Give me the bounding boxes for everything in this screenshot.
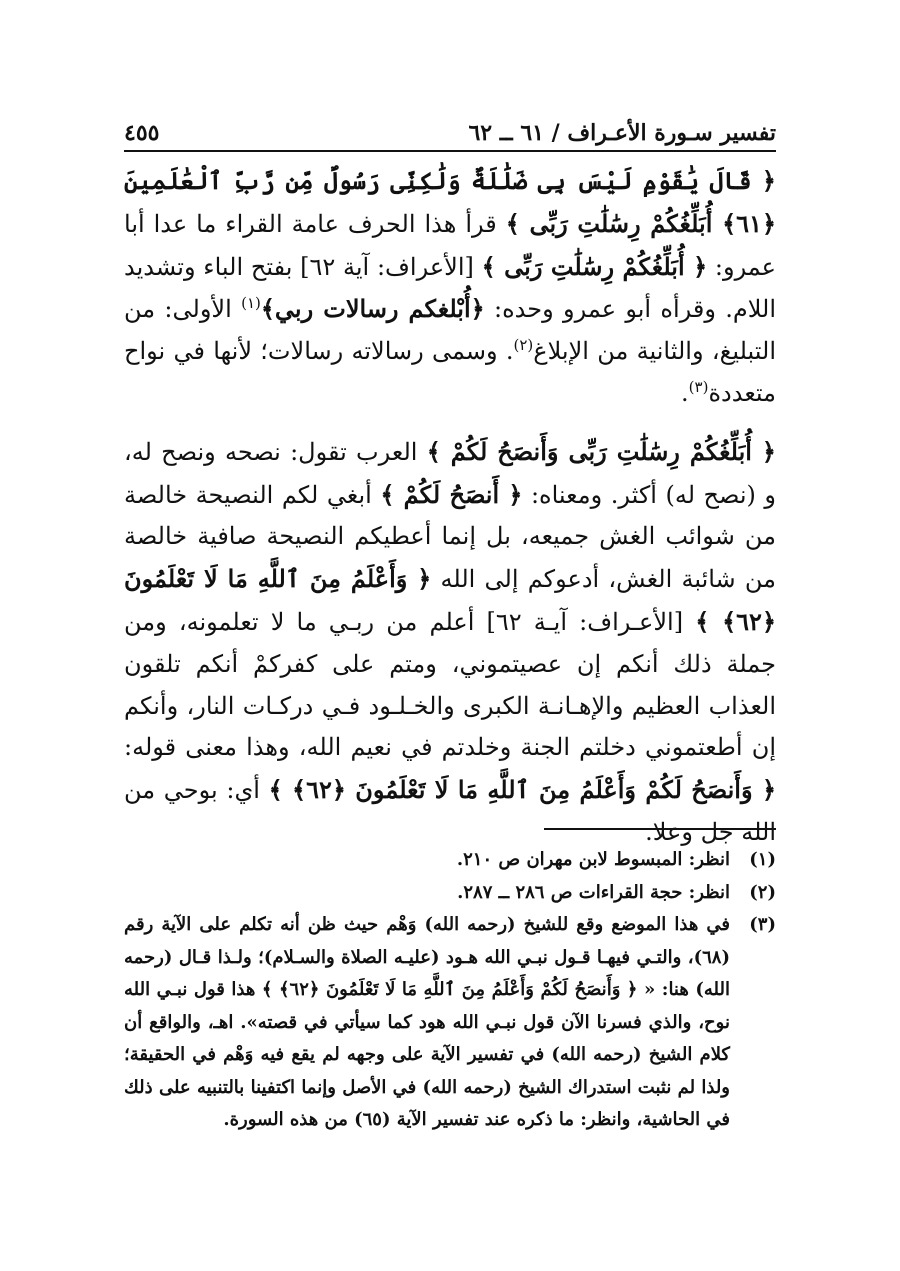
text-run: أبغي لكم النصيحة خالصة من شوائب الغش جميعه، بل إنما أعطيكم النصيحة صافية خالصة من شائبة الغش، أدعوكم إلى الله (124, 480, 776, 594)
quran-verse: ﴿ قَالَ يَٰقَوْمِ لَيْسَ بِى ضَلَٰلَةٌ وَلَٰكِنِّى رَسُولٌ مِّن رَّبِّ ٱلْعَٰلَمِينَ ﴿٦١﴾ أُبَلِّغُكُمْ رِسَٰلَٰتِ رَبِّى ﴾ (124, 166, 776, 238)
footnotes (124, 844, 776, 1137)
text-run: [الأعراف: آية ٦٢] بفتح الباء وتشديد اللام. وقرأه أبو عمرو وحده: (124, 252, 776, 324)
footnote-number: (٣) (749, 914, 776, 935)
footnote-text: انظر: المبسوط لابن مهران ص ٢١٠. (456, 849, 730, 870)
quran-verse: ﴿ وَأَنصَحُ لَكُمْ وَأَعْلَمُ مِنَ ٱللَّهِ مَا لَا تَعْلَمُونَ ﴿٦٢﴾ ﴾ (268, 775, 777, 805)
text-run: قرأ هذا الحرف عامة القراء ما عدا أبا عمرو: (124, 209, 777, 281)
footnote-1 (124, 844, 776, 877)
footnote-2 (124, 877, 776, 910)
text-run: . وسمى رسالاته رسالات؛ لأنها في نواح متعددة (124, 337, 776, 407)
text-run: العرب تقول: نصحه ونصح له، و (نصح له) أكثر. ومعناه: (124, 437, 776, 509)
footnote-ref-1[interactable]: (١) (241, 294, 261, 313)
text-run: أي: بوحي من الله جل وعلا. (124, 776, 776, 846)
reading-variant: ﴿أُبْلغكم رسالات ربي﴾ (260, 294, 485, 324)
quran-verse: ﴿ أُبَلِّغُكُمْ رِسَٰلَٰتِ رَبِّى ﴾ (481, 251, 708, 281)
footnote-divider (544, 828, 776, 830)
header-divider (124, 150, 776, 152)
running-header (124, 112, 776, 146)
footnote-ref-2[interactable]: (٢) (513, 336, 534, 355)
text-run: [الأعـراف: آيـة ٦٢] أعلم من ربـي ما لا تعلمونه، ومن جملة ذلك أنكم إن عصيتموني، ومتم على كفركمْ أنكم تلقون العذاب العظيم والإهـانـة الكبرى والخـلـود فـي دركـات النار، وأنكم إن أطعتموني دخلتم الجنة وخلدتم في نعيم الله، وهذا معنى قوله: (124, 607, 776, 762)
quran-verse: ﴿ أَنصَحُ لَكُمْ ﴾ (380, 479, 523, 509)
paragraph-2 (124, 431, 776, 854)
text-run: . (681, 378, 689, 407)
footnote-text: في هذا الموضع وقع للشيخ (رحمه الله) وَهْم حيث ظن أنه تكلم على الآية رقم (٦٨)، والتـي فيهـا قـول نبـي الله هـود (عليـه الصلاة والسـلام)؛ ولـذا قـال (رحمه الله) هنا: « ﴿ وَأَنصَحُ لَكُمْ وَأَعْلَمُ مِنَ ٱللَّهِ مَا لَا تَعْلَمُونَ ﴿٦٢﴾ ﴾ هذا قول نبـي الله نوح، والذي فسرنا الآن قول نبـي الله هود كما سيأتي في قصته». اهـ، والواقع أن كلام الشيخ (رحمه الله) في تفسير الآية على وجهه لم يقع فيه وَهْم في الحقيقة؛ ولذا لم نثبت استدراك الشيخ (رحمه الله) في الأصل وإنما اكتفينا بالتنبيه على ذلك في الحاشية، وانظر: ما ذكره عند تفسير الآية (٦٥) من هذه السورة. (124, 914, 730, 1130)
paragraph-1 (124, 160, 776, 415)
text-run: الأولى: من التبليغ، والثانية من الإبلاغ (124, 295, 776, 366)
footnote-text: انظر: حجة القراءات ص ٢٨٦ ــ ٢٨٧. (457, 881, 730, 903)
header-title: تفسير سـورة الأعـراف / ٦١ ــ ٦٢ (468, 120, 776, 146)
page-number: ٤٥٥ (124, 120, 160, 146)
main-text (124, 160, 776, 854)
quran-verse: ﴿ أُبَلِّغُكُمْ رِسَٰلَٰتِ رَبِّى وَأَنصَحُ لَكُمْ ﴾ (426, 436, 776, 466)
footnote-ref-3[interactable]: (٣) (688, 377, 709, 396)
quran-verse: ﴿ وَأَعْلَمُ مِنَ ٱللَّهِ مَا لَا تَعْلَمُونَ ﴿٦٢﴾ ﴾ (124, 564, 776, 636)
footnote-number: (٢) (749, 881, 776, 903)
footnote-number: (١) (749, 849, 776, 870)
footnote-3 (124, 909, 776, 1137)
